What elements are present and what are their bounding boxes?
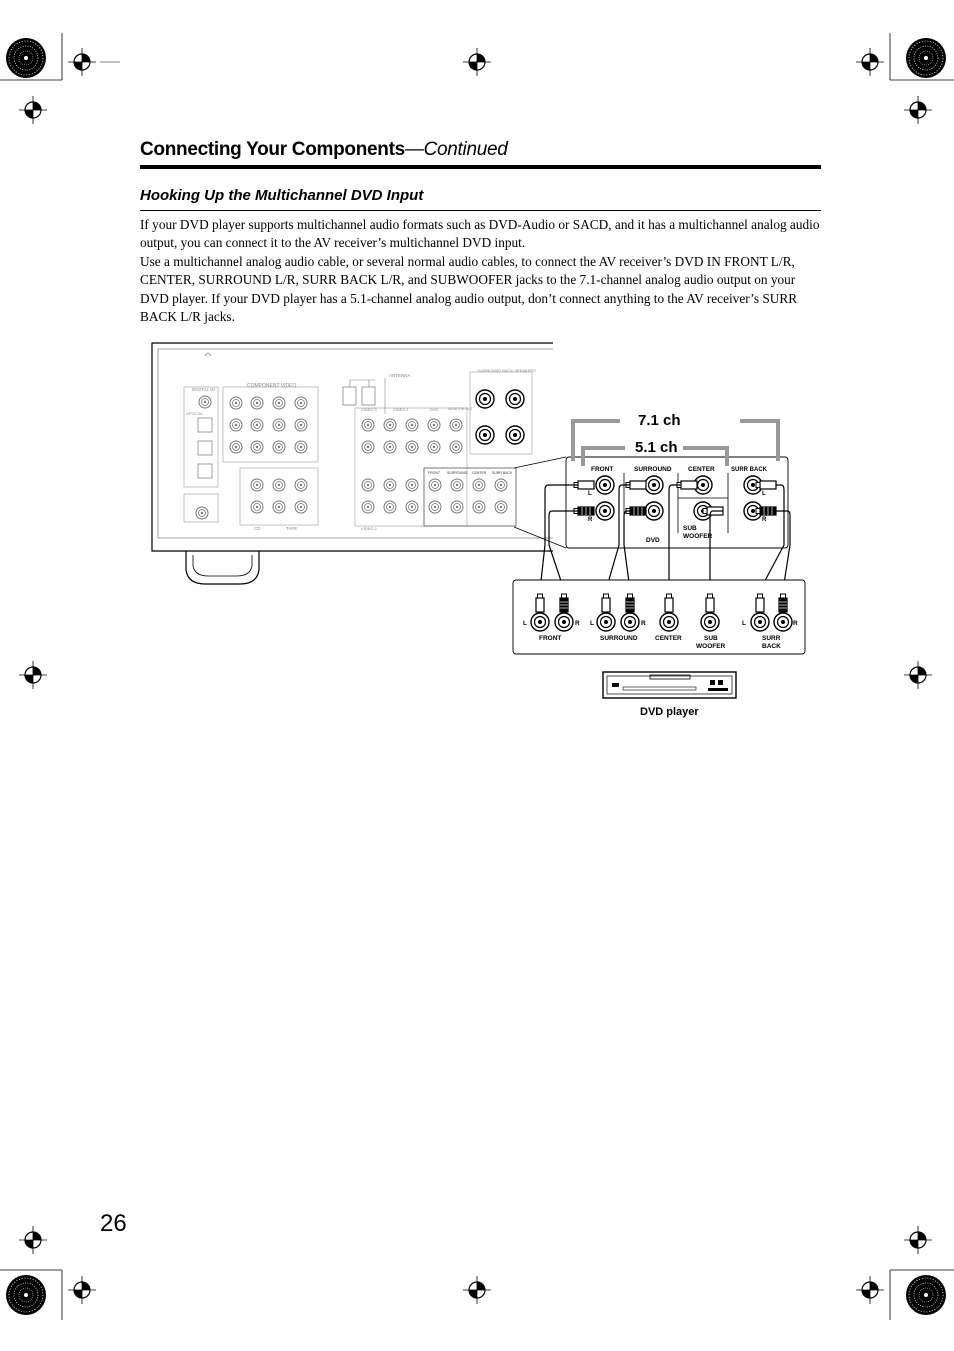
player-surr-back-label-1: SURR [762, 635, 781, 642]
label-video3: VIDEO 3 [361, 407, 377, 412]
receiver-sub-label-1: SUB [683, 525, 697, 532]
player-surr-back-l: L [742, 620, 746, 627]
receiver-front-l: L [588, 491, 592, 497]
label-tape: TAPE [286, 526, 298, 531]
body-paragraph-2: Use a multichannel analog audio cable, or several normal audio cables, to connect the AV receiver’s DVD IN FRONT L/R, CENTER, SURROUND L/R, SURR BACK L/R, and SUBWOOFER jacks to the 7.1-channel analog audio output on your DVD player. If your DVD player has a 5.1-channel analog audio output, don’t connect anything to the AV receiver’s SURR BACK L/R jacks. [140, 253, 798, 325]
dvd-player-output-panel [513, 580, 805, 654]
dvd-player-device [603, 672, 736, 698]
header-continued: —Continued [404, 139, 508, 160]
player-front-l: L [523, 620, 527, 627]
receiver-surround-label: SURROUND [634, 466, 672, 473]
receiver-sub-label-2: WOOFER [683, 533, 713, 540]
label-cd: CD [254, 526, 261, 531]
player-surround-l: L [590, 620, 594, 627]
receiver-surr-back-r: R [762, 517, 767, 523]
receiver-front-label: FRONT [591, 466, 614, 473]
label-7-1-ch: 7.1 ch [638, 412, 681, 429]
player-center-label: CENTER [655, 635, 682, 642]
receiver-back-panel [152, 343, 553, 584]
label-5-1-ch: 5.1 ch [635, 439, 678, 456]
label-surround-back-speakers: SURROUND BACK SPEAKERS [478, 368, 536, 373]
body-paragraph-1: If your DVD player supports multichannel audio formats such as DVD-Audio or SACD, and it has a multichannel analog audio output, you can connect it to the AV receiver’s multichannel DVD input. [140, 217, 820, 251]
zoom-line-top [514, 457, 566, 468]
label-dvd-video: DVD [430, 407, 439, 412]
player-sub-label-1: SUB [704, 635, 718, 642]
receiver-front-r: R [588, 517, 593, 523]
dvd-player-caption: DVD player [640, 706, 699, 718]
label-antenna: ANTENNA [389, 373, 411, 378]
label-monitor-out: MONITOR OUT [448, 407, 473, 411]
header-title-text: Connecting Your Components [140, 139, 405, 160]
player-front-label: FRONT [539, 635, 562, 642]
label-component-video: COMPONENT VIDEO [247, 383, 297, 389]
receiver-surr-back-label: SURR BACK [731, 467, 767, 473]
receiver-surr-back-l: L [762, 491, 766, 497]
label-video1: VIDEO 1 [393, 407, 409, 412]
label-video2: VIDEO 2 [361, 526, 377, 531]
label-surr-back-small: SURR BACK [492, 471, 513, 475]
player-surr-back-r: R [793, 620, 798, 627]
player-surround-r: R [641, 620, 646, 627]
player-surr-back-label-2: BACK [762, 643, 781, 650]
player-sub-label-2: WOOFER [696, 643, 726, 650]
receiver-dvd-input-panel [566, 457, 788, 548]
label-center-small: CENTER [472, 471, 487, 475]
label-digital-in: DIGITAL IN [192, 387, 215, 392]
zoom-line-bottom [514, 527, 566, 548]
receiver-center-label: CENTER [688, 466, 715, 473]
receiver-dvd-label: DVD [646, 537, 660, 544]
player-surround-label: SURROUND [600, 635, 638, 642]
section-title: Hooking Up the Multichannel DVD Input [140, 187, 424, 204]
label-surround-small: SURROUND [447, 471, 468, 475]
page-number: 26 [100, 1210, 127, 1237]
label-front-small: FRONT [428, 471, 441, 475]
label-optical: OPTICAL [186, 411, 204, 416]
player-front-r: R [575, 620, 580, 627]
